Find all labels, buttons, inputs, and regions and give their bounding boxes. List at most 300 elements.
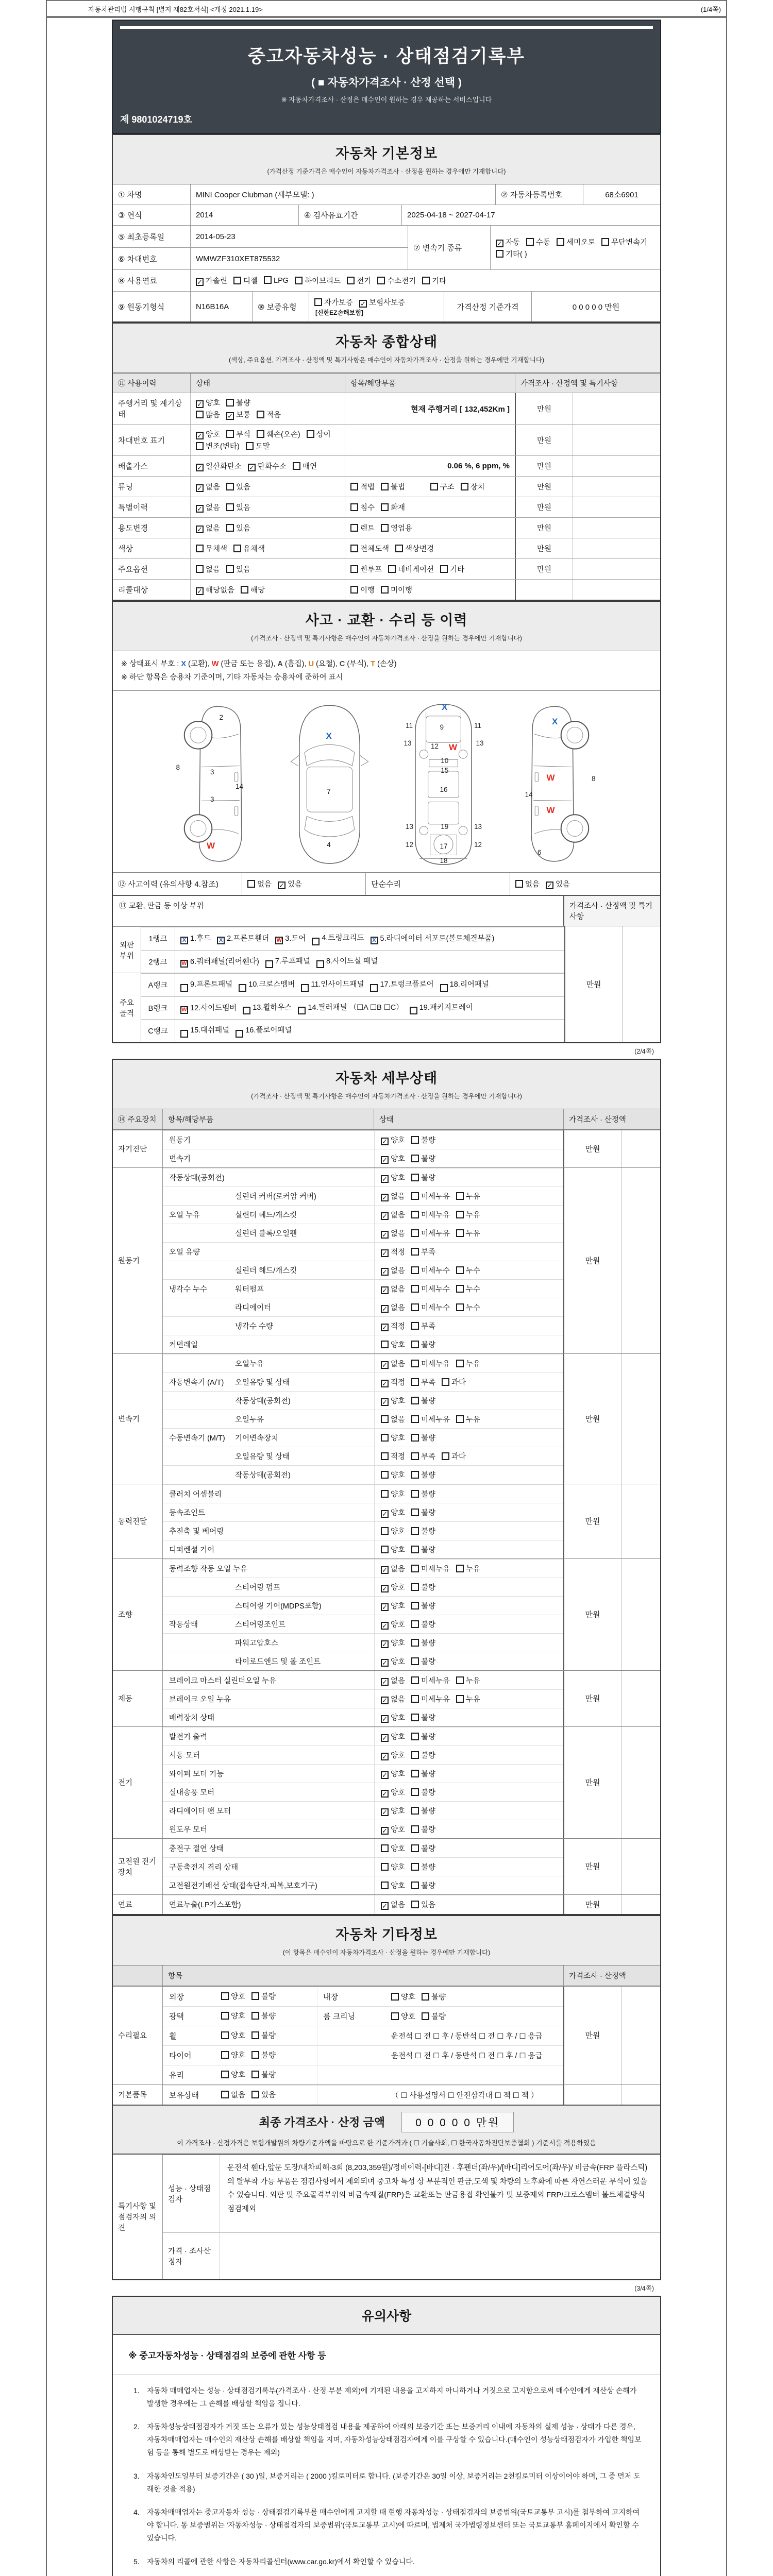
option: 상이	[307, 428, 331, 440]
device-row-label: 배력장치 상태	[169, 1714, 215, 1722]
other-row-status	[217, 2026, 317, 2045]
field-transmission-label: ⑦ 변속기 종류	[408, 226, 490, 269]
checkbox-icon	[196, 278, 204, 286]
checkbox-icon	[411, 1583, 419, 1591]
final-price-note: 이 가격조사 · 산정가격은 보험개발원의 차량기준가액을 바탕으로 한 기준가격과 ( ☐ 기술사회, ☐ 한국자동차진단보증협회 ) 기준서를 적용하였음	[177, 2139, 596, 2147]
option: 누유	[456, 1190, 480, 1202]
checkbox-icon	[411, 1788, 419, 1796]
amount-extra-cell	[621, 1354, 660, 1484]
amount-extra-cell	[621, 1130, 660, 1167]
option: 미세누유	[411, 1190, 450, 1202]
checkbox-icon	[298, 1007, 306, 1014]
device-row	[163, 1130, 563, 1149]
checkbox-icon	[411, 1378, 419, 1386]
amount-extra-cell	[621, 1895, 660, 1914]
amount-cell: 만원	[515, 538, 573, 558]
checkbox-icon	[226, 430, 234, 438]
amount-cell: 만원	[563, 1484, 621, 1558]
option: ✓ 적정	[381, 1320, 405, 1332]
checkbox-icon	[381, 1286, 389, 1294]
remarks-text: 운전석 휀다,앞문 도장/내차피해-3회 (8,203,359원)/정비이력-[바디]전 · 후펜더(좌/우)/[바디]리어도어(좌/우)/ 비금속(FRP 플라스틱)의 탈부착 가능 부품은 점검사항에서 제외되며 중고차 특성 상 부분적인 판금,도색 및 차량의 노후화에 따른 자연스러운 부식이 있을 수 있습니다. 외판 및 주요골격부위의 비금속재질(FRP)은 교환또는 판금용접 확인불가 및 보증제외 FRP/크로스멤버 볼트체결방식 점검제외	[220, 2155, 660, 2232]
checkbox-icon	[440, 984, 448, 992]
option: 미세누유	[411, 1693, 450, 1705]
remarks-author: 성능 · 상태점검자	[168, 2184, 211, 2204]
amount-cell: 만원	[515, 456, 573, 476]
amount-cell: 만원	[563, 1559, 621, 1670]
option: 부식	[226, 428, 250, 440]
device-row-label: 작동상태(공회전)	[235, 1471, 291, 1480]
checkbox-icon	[411, 1825, 419, 1833]
device-row	[163, 1857, 563, 1876]
device-row-status	[374, 1895, 563, 1913]
device-group-name: 연료	[118, 1901, 133, 1909]
option: 적법	[350, 481, 375, 493]
amount-extra-cell	[573, 580, 611, 600]
checkbox-icon	[422, 2012, 429, 2020]
checkbox-icon	[381, 1771, 389, 1779]
summary-row-label: 색상	[118, 545, 133, 553]
checkbox-icon	[381, 1212, 389, 1220]
checkbox-icon	[307, 430, 314, 438]
checkbox-icon	[196, 400, 204, 408]
summary-row	[113, 393, 660, 424]
panel-item: 9.프론트패널	[180, 978, 232, 992]
device-row	[163, 1652, 563, 1670]
damage-mark: X	[552, 717, 558, 727]
damage-mark: 8	[592, 774, 596, 783]
checkbox-icon	[226, 565, 234, 573]
device-row-status	[374, 1746, 563, 1764]
checkbox-icon	[221, 2051, 229, 2059]
checkbox-icon	[295, 277, 303, 284]
checkbox-icon	[196, 411, 204, 418]
damage-mark: 12	[431, 742, 439, 751]
device-row	[163, 1540, 563, 1558]
device-group	[113, 1353, 660, 1484]
checkbox-icon	[381, 1249, 389, 1257]
rank-row	[141, 1019, 564, 1042]
amount-extra-cell	[621, 1727, 660, 1838]
panel-item: 4.트렁크리드	[312, 931, 364, 946]
device-row-label: 발전기 출력	[169, 1733, 208, 1741]
damage-mark: 18	[440, 856, 448, 865]
checkbox-icon	[496, 250, 503, 258]
section-notices	[112, 2296, 661, 2576]
amount-extra-cell	[621, 1987, 660, 2084]
other-group	[113, 2084, 660, 2105]
simple-repair-label: 단순수리	[365, 873, 510, 895]
damage-mark: 3	[210, 768, 214, 776]
damage-mark: 8	[176, 763, 180, 771]
checkbox-icon	[226, 524, 234, 532]
option: 부족	[411, 1376, 435, 1388]
amount-cell: 만원	[515, 497, 573, 517]
device-row-label: 등속조인트	[169, 1509, 206, 1517]
device-row-status	[374, 1298, 563, 1316]
checkbox-icon	[440, 565, 448, 573]
document-note: ※ 자동차가격조사 · 산정은 매수인이 원하는 경우 제공하는 서비스입니다	[281, 96, 492, 104]
checkbox-icon	[381, 1753, 389, 1760]
checkbox-icon	[411, 1229, 419, 1237]
checkbox-icon	[246, 442, 254, 450]
checkbox-icon	[381, 1452, 389, 1460]
warranty-insurer: [신한EZ손해보험]	[315, 309, 363, 316]
option: ✓ 양호	[381, 1395, 405, 1406]
checkbox-icon	[251, 1992, 259, 2000]
rank-row	[141, 996, 564, 1020]
option: 불량	[251, 2049, 276, 2061]
device-row-label: 냉각수 누수 워터펌프	[169, 1285, 264, 1294]
base-price-value: 0 0 0 0 0 만원	[531, 292, 660, 321]
device-row-label: 파워고압호스	[235, 1639, 279, 1648]
device-row-label: 작동상태 스티어링조인트	[169, 1620, 286, 1629]
car-view-left-side	[171, 702, 261, 863]
summary-row-parts	[345, 580, 515, 600]
option: 과다	[442, 1376, 466, 1388]
panel-item: 19.패키지트레이	[410, 1001, 473, 1015]
summary-row	[113, 558, 660, 579]
accident-history-label: ⑫ 사고이력 (유의사항 4.참조)	[118, 880, 219, 889]
checkbox-icon	[257, 411, 264, 418]
device-row	[163, 1224, 563, 1242]
checkbox-icon	[411, 1136, 419, 1144]
panel-group-name: 주요골격	[119, 998, 134, 1018]
device-group	[113, 1838, 660, 1894]
damage-mark: 14	[236, 783, 244, 791]
damage-mark: 13	[474, 823, 482, 831]
device-row-label: 고전원전기배선 상태(접속단자,피복,보호기구)	[169, 1882, 317, 1890]
device-row-label: 실린더 블록/오일팬	[235, 1229, 297, 1238]
device-row-status	[374, 1168, 563, 1187]
option: ✓ 양호	[381, 1600, 405, 1612]
option: 양호	[381, 1432, 405, 1444]
amount-extra-cell	[573, 538, 611, 558]
checkbox-icon	[381, 483, 389, 490]
option: 양호	[381, 1469, 405, 1481]
amount-cell	[515, 580, 573, 600]
field-reg-no-label: ② 자동차등록번호	[495, 184, 583, 205]
amount-extra-cell	[621, 1559, 660, 1670]
device-row	[163, 1391, 563, 1410]
checkbox-icon	[411, 1415, 419, 1423]
checkbox-icon	[381, 1863, 389, 1871]
checkbox-icon	[241, 586, 248, 594]
panel-item: 17.트렁크플로어	[370, 978, 433, 992]
damage-mark: 17	[440, 842, 448, 850]
device-row	[163, 1465, 563, 1484]
amount-cell: 만원	[563, 1130, 621, 1167]
summary-row-parts	[345, 456, 515, 476]
other-row-note: 운전석 ☐ 전 ☐ 후 / 동반석 ☐ 전 ☐ 후 / ☐ 응급	[391, 2032, 543, 2041]
checkbox-icon	[422, 1993, 429, 2001]
device-row-status	[374, 1802, 563, 1820]
device-row	[163, 1615, 563, 1633]
summary-row-label: 주행거리 및 계기상태	[118, 399, 182, 419]
device-row-label: 스티어링 펌프	[235, 1583, 281, 1592]
option: 없음	[221, 2089, 245, 2100]
device-group	[113, 1167, 660, 1353]
option: 양호	[221, 2049, 245, 2061]
device-row-label: 타이로드엔드 및 볼 조인트	[235, 1657, 321, 1666]
option: 누유	[456, 1227, 480, 1239]
remarks-label: 특기사항 및 점검자의 의견	[118, 2202, 157, 2233]
option: 유채색	[233, 543, 265, 554]
device-row	[163, 1261, 563, 1279]
other-row-status	[217, 2007, 317, 2026]
option: ✓ 없음	[381, 1899, 405, 1910]
amount-cell	[563, 2085, 621, 2105]
damage-code-legend: ※ 상태표시 부호 : X (교환), W (판금 또는 용접), A (흠집), U (요철), C (부식), T (손상) ※ 하단 항목은 승용차 기준이며, 기타 자동차는 승용차에 준하여 표시	[113, 651, 660, 691]
device-row-status	[374, 1261, 563, 1279]
option: ✓ 보통	[226, 409, 250, 420]
option: 양호	[381, 1842, 405, 1854]
car-name-value: MINI Cooper Clubman (세부모델: )	[190, 184, 495, 205]
device-row-label: 오일누유	[235, 1360, 264, 1368]
checkbox-icon	[239, 984, 246, 992]
checkbox-icon	[381, 1175, 389, 1183]
checkbox-icon	[180, 1030, 188, 1038]
summary-row-label: 특별이력	[118, 503, 148, 512]
device-row-status	[374, 1727, 563, 1745]
option: 도말	[246, 440, 270, 452]
section-basic-info	[112, 134, 661, 323]
checkbox-icon	[381, 1882, 389, 1889]
section-subtitle-other: (이 항목은 매수인이 자동차가격조사 · 산정을 원하는 경우에만 기재합니다)	[282, 1948, 491, 1956]
checkbox-icon	[381, 1398, 389, 1406]
option: ✓ 양호	[381, 1153, 405, 1164]
other-row	[163, 2006, 563, 2026]
other-row-label2: 내장	[317, 1987, 387, 2006]
checkbox-icon	[411, 1490, 419, 1498]
checkbox-icon	[316, 960, 324, 968]
device-group	[113, 1894, 660, 1914]
option: 있음	[226, 522, 250, 534]
checkbox-icon	[411, 1341, 419, 1348]
checkbox-icon: X	[180, 937, 188, 944]
document-number: 제 9801024719호	[120, 114, 192, 125]
damage-mark: W	[546, 773, 555, 783]
option: 양호	[221, 2069, 245, 2080]
other-row	[163, 2065, 563, 2084]
device-row	[163, 1895, 563, 1913]
checkbox-icon	[347, 277, 355, 284]
checkbox-icon	[381, 1734, 389, 1742]
checkbox-icon	[411, 1751, 419, 1759]
device-row	[163, 1708, 563, 1726]
document-header	[112, 20, 661, 134]
option: 불량	[411, 1469, 435, 1481]
checkbox-icon	[381, 1231, 389, 1239]
option: 누유	[456, 1563, 480, 1574]
device-row-status	[374, 1206, 563, 1224]
checkbox-icon	[251, 2051, 259, 2059]
device-group-name: 동력전달	[118, 1518, 147, 1527]
checkbox-icon	[381, 1305, 389, 1313]
device-row-label: 실내송풍 모터	[169, 1788, 215, 1797]
checkbox-icon	[411, 1434, 419, 1442]
summary-row-parts	[345, 559, 515, 579]
panel-section-title: ⑬ 교환, 판금 등 이상 부위	[119, 902, 204, 911]
checkbox-icon	[381, 1585, 389, 1592]
other-row-label2	[317, 2026, 387, 2045]
device-row-status	[374, 1615, 563, 1633]
device-row	[163, 1298, 563, 1316]
field-car-name-label: ① 차명	[118, 191, 142, 199]
option: ✓ 양호	[381, 1749, 405, 1761]
device-row	[163, 1839, 563, 1857]
rank-name: 2랭크	[141, 951, 175, 973]
option: 불량	[411, 1842, 435, 1854]
option: 변조(변타)	[196, 440, 240, 452]
checkbox-icon	[233, 277, 241, 284]
damage-mark: 4	[327, 840, 331, 849]
checkbox-icon	[381, 1622, 389, 1630]
device-group-name: 원동기	[118, 1257, 140, 1266]
checkbox-icon	[456, 1695, 464, 1703]
option: ✓ 양호	[381, 1731, 405, 1742]
option: 양호	[381, 1338, 405, 1350]
panel-item: X 5.라디에이터 서포트(볼트체결부품)	[371, 932, 495, 945]
damage-mark: 15	[441, 766, 449, 774]
option: 부족	[411, 1450, 435, 1462]
amount-cell: 만원	[563, 1727, 621, 1838]
checkbox-icon	[557, 238, 564, 246]
option: 불량	[411, 1600, 435, 1612]
accident-history-row	[113, 873, 660, 896]
checkbox-icon	[381, 1434, 389, 1442]
legend-code: C (부식),	[339, 660, 371, 668]
notices-title: 유의사항	[113, 2297, 660, 2335]
other-row-label2: 룸 크리닝	[317, 2007, 387, 2026]
checkbox-icon	[411, 1211, 419, 1218]
device-row-label: 변속기	[169, 1155, 191, 1163]
amount-extra-cell	[621, 1839, 660, 1894]
checkbox-icon	[496, 240, 503, 247]
device-row-label: 실린더 커버(로커암 커버)	[235, 1192, 316, 1201]
vin-value: WMWZF310XET875532	[190, 248, 408, 269]
remarks-block	[113, 2154, 660, 2279]
device-row-label: 오일 누유 실린더 헤드/개스킷	[169, 1211, 297, 1219]
section-subtitle-accident: (가격조사 · 산정액 및 특기사항은 매수인이 자동차가격조사 · 산정을 원하는 경우에만 기재합니다)	[251, 635, 522, 642]
option: 기타( )	[496, 248, 527, 260]
other-row-status2	[387, 2007, 563, 2026]
device-row-label: 냉각수 수량	[235, 1322, 274, 1331]
damage-mark: W	[546, 805, 555, 815]
year-value: 2014	[190, 205, 298, 225]
device-row-label: 클러치 어셈블리	[169, 1490, 222, 1499]
option: ✓ 없음	[381, 1190, 405, 1202]
option: 자가보증	[314, 296, 353, 308]
checkbox-icon	[411, 1882, 419, 1889]
comprehensive-header-row: ⑪ 사용이력 상태 항목/해당부품 가격조사 · 산정액 및 특기사항	[113, 373, 660, 393]
device-row-label: 작동상태(공회전)	[169, 1174, 225, 1182]
checkbox-icon	[456, 1266, 464, 1274]
checkbox-icon	[251, 2071, 259, 2078]
device-row-label: 수동변속기 (M/T) 기어변속장치	[169, 1434, 279, 1443]
summary-row-status	[190, 425, 345, 455]
other-row-label: 타이어	[169, 2051, 192, 2060]
damage-mark: 10	[441, 757, 449, 765]
option: ✓양호	[196, 397, 220, 409]
device-group-name: 전기	[118, 1779, 133, 1788]
damage-mark: X	[326, 731, 332, 741]
checkbox-icon	[456, 1676, 464, 1684]
checkbox-icon	[456, 1285, 464, 1293]
option: 침수	[350, 501, 375, 513]
option: 불량	[411, 1172, 435, 1183]
device-row-status	[374, 1690, 563, 1708]
checkbox-icon	[410, 1007, 417, 1014]
checkbox-icon	[411, 1863, 419, 1871]
device-row-label: 디퍼렌셜 기어	[169, 1546, 215, 1554]
panel-body	[113, 926, 660, 1042]
device-row-status	[374, 1335, 563, 1353]
checkbox-icon	[411, 1322, 419, 1330]
checkbox-icon	[411, 1639, 419, 1647]
summary-row-status	[190, 518, 345, 538]
device-row-status	[374, 1671, 563, 1689]
device-row-status	[374, 1708, 563, 1726]
other-row-status	[217, 2065, 317, 2084]
car-view-right-side	[512, 702, 602, 863]
checkbox-icon	[381, 1138, 389, 1145]
checkbox-icon	[377, 277, 385, 284]
legend-code: U (요철),	[308, 660, 340, 668]
checkbox-icon	[411, 1285, 419, 1293]
checkbox-icon: X	[217, 937, 225, 944]
checkbox-icon	[411, 1807, 419, 1815]
checkbox-icon	[381, 1324, 389, 1331]
option: 디젤	[233, 275, 258, 286]
checkbox-icon	[456, 1415, 464, 1423]
summary-row	[113, 476, 660, 497]
panel-item: W 12.사이드멤버	[180, 1002, 237, 1014]
header-stripe	[120, 26, 653, 29]
summary-row	[113, 424, 660, 455]
checkbox-icon	[442, 1452, 449, 1460]
damage-mark: W	[207, 840, 215, 851]
panel-item: 18.리어패널	[440, 978, 489, 992]
checkbox-icon	[411, 1266, 419, 1274]
checkbox-icon	[221, 2091, 229, 2098]
option: ✓ 양호	[381, 1506, 405, 1518]
device-row	[163, 1316, 563, 1335]
legend-code: X (교환),	[181, 660, 212, 668]
device-row-label: 브레이크 마스터 실린더오일 누유	[169, 1676, 277, 1685]
option: 전체도색	[350, 543, 389, 554]
amount-cell: 만원	[563, 1987, 621, 2084]
device-row-status	[374, 1597, 563, 1615]
option: 영업용	[381, 522, 412, 534]
damage-mark: 12	[406, 840, 414, 849]
checkbox-icon	[370, 984, 378, 992]
option: ✓ 가솔린	[196, 275, 227, 286]
other-group-name: 수리필요	[118, 2032, 147, 2041]
summary-row-parts	[345, 538, 515, 558]
option: 불량	[411, 1655, 435, 1667]
device-row-status	[374, 1466, 563, 1484]
inspection-period-value: 2025-04-18 ~ 2027-04-17	[401, 205, 660, 225]
form-meta	[47, 1, 726, 18]
other-header-row: 항목 가격조사 · 산정액	[113, 1965, 660, 1986]
damage-mark: 6	[537, 849, 542, 857]
option: 구조	[430, 481, 455, 493]
checkbox-icon	[411, 1546, 419, 1553]
option: 불량	[411, 1153, 435, 1164]
checkbox-icon: X	[371, 937, 378, 944]
car-damage-diagram	[113, 691, 660, 873]
checkbox-icon	[411, 1509, 419, 1516]
